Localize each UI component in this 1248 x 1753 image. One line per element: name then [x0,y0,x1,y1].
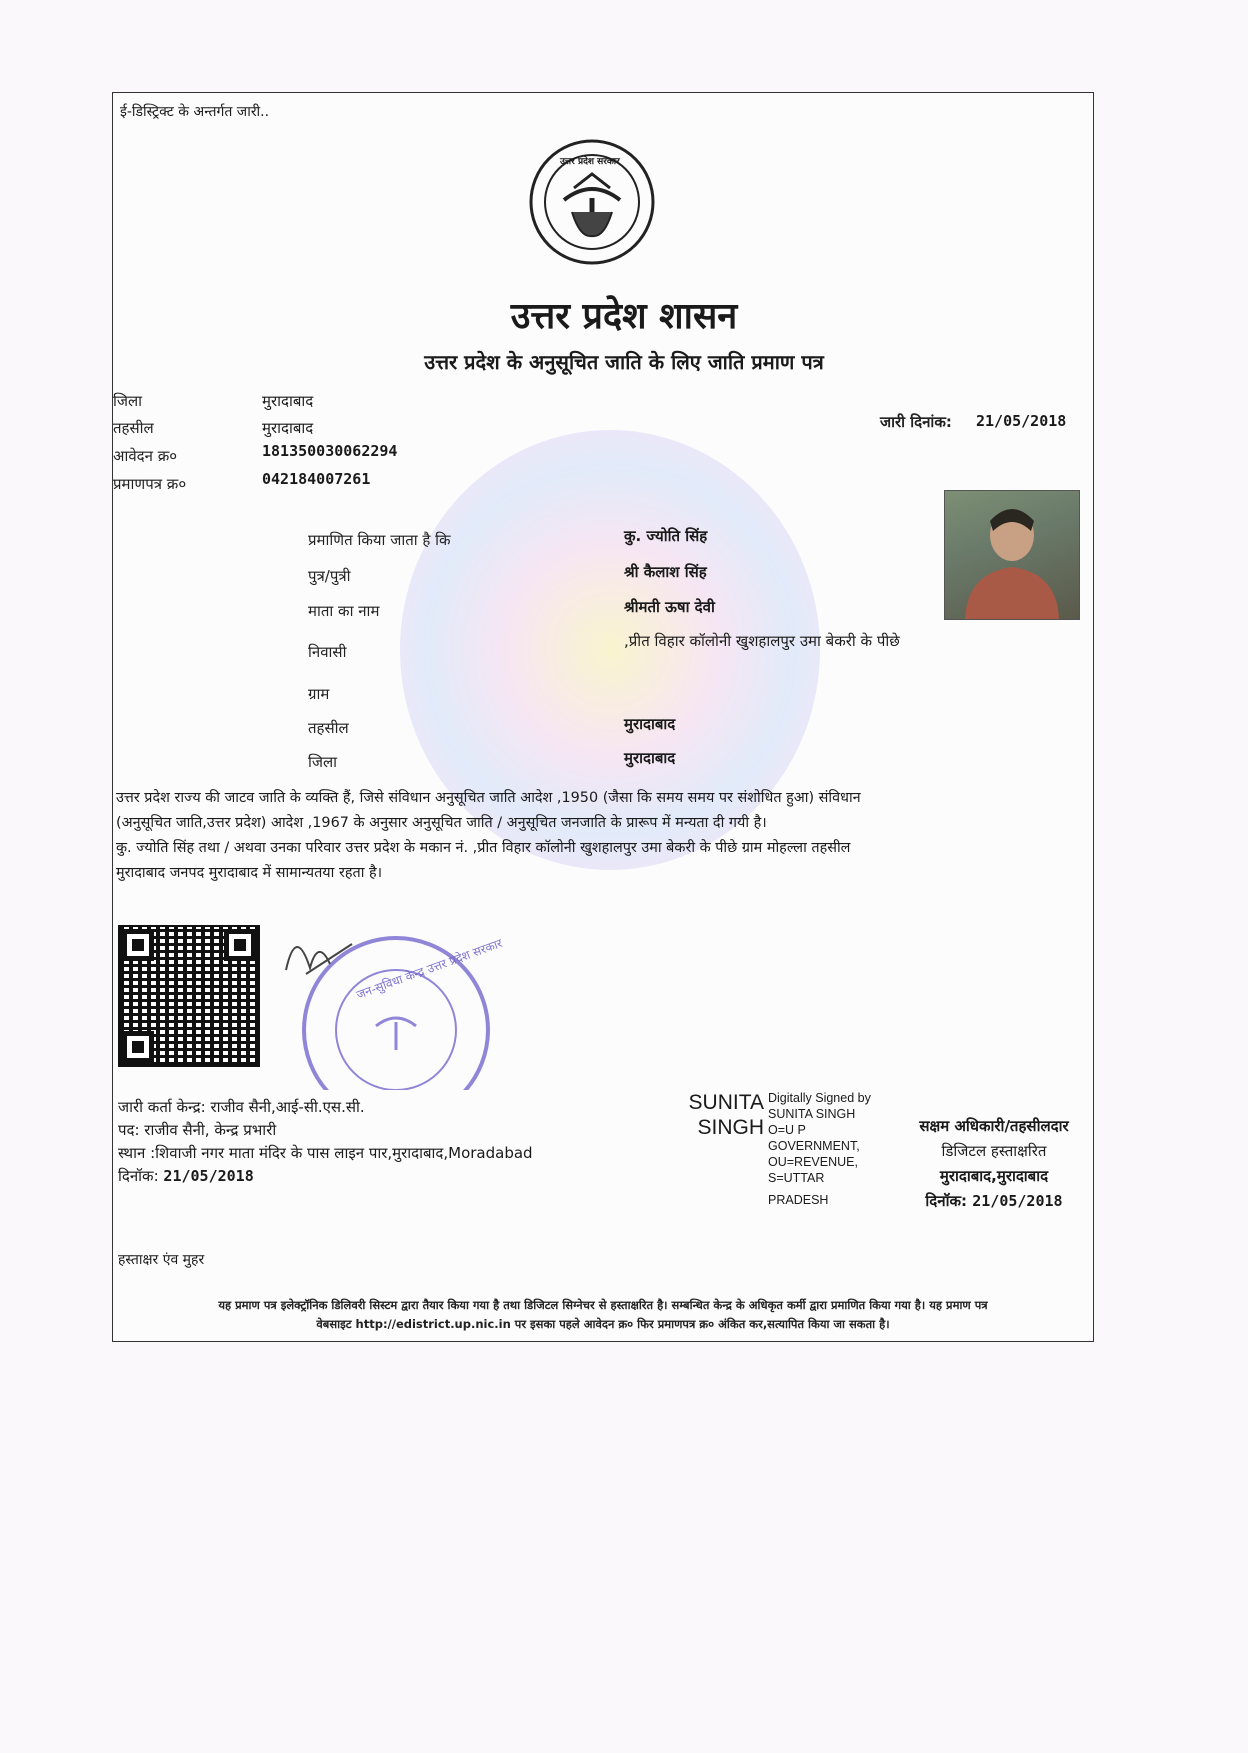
authority-signed: डिजिटल हस्ताक्षरित [941,1142,1047,1160]
authority-place: मुरादाबाद,मुरादाबाद [939,1167,1049,1185]
detail-label-residence: निवासी [308,643,347,661]
digital-signature-details [768,1090,871,1208]
issuer-post: पद: राजीव सैनी, केन्द्र प्रभारी [118,1121,277,1139]
issuer-center: जारी कर्ता केन्द्र: राजीव सैनी,आई-सी.एस.सी. [118,1098,365,1116]
signature-detail: GOVERNMENT, [768,1139,860,1153]
issuer-place: स्थान :शिवाजी नगर माता मंदिर के पास लाइन पार,मुरादाबाद,Moradabad [118,1144,533,1162]
detail-value-mother: श्रीमती ऊषा देवी [624,598,715,616]
qr-code [118,925,260,1067]
footer-line-2: वेबसाइट http://edistrict.up.nic.in पर इसका पहले आवेदन क्र० फिर प्रमाणपत्र क्र० अंकित कर,सत्यापित किया जा सकता है। [316,1317,890,1331]
body-line-2: (अनुसूचित जाति,उत्तर प्रदेश) आदेश ,1967 के अनुसार अनुसूचित जाति / अनुसूचित जनजाति के प्रारूप में मन्यता दी गयी है। [116,815,767,831]
authority-block [896,1114,1092,1214]
certificate-number-label: प्रमाणपत्र क्र० [113,475,187,493]
signature-detail: Digitally Signed by [768,1091,871,1105]
authority-title: सक्षम अधिकारी/तहसीलदार [919,1117,1069,1135]
issuer-date-label: दिनॉक: [118,1167,159,1185]
issuer-date [118,1165,533,1188]
detail-label-parent: पुत्र/पुत्री [308,567,351,585]
application-label: आवेदन क्र० [113,447,178,465]
stamp-text: जन-सुविधा केन्द्र उत्तर प्रदेश सरकार [354,936,505,1002]
certificate-number: 042184007261 [262,470,371,488]
signature-detail: SUNITA SINGH [768,1107,856,1121]
signature-detail: S=UTTAR [768,1171,825,1185]
qr-finder [122,1031,154,1063]
certificate-body [116,786,1090,886]
sign-seal-label: हस्ताक्षर एंव मुहर [118,1252,205,1268]
issue-date: 21/05/2018 [976,412,1067,430]
detail-value-district: मुरादाबाद [624,749,676,767]
footer-line-1: यह प्रमाण पत्र इलेक्ट्रॉनिक डिलिवरी सिस्टम द्वारा तैयार किया गया है तथा डिजिटल सिग्नेचर से हस्ताक्षरित है। सम्बन्धित केन्द्र के अधिकृत कर्मी द्वारा प्रमाणित किया गया है। यह प्रमाण पत्र [218,1298,988,1312]
detail-value-residence: ,प्रीत विहार कॉलोनी खुशहालपुर उमा बेकरी के पीछे [624,632,900,650]
issuer-block [118,1096,533,1188]
detail-label-tehsil: तहसील [308,719,349,737]
tehsil-label: तहसील [113,419,154,437]
person-photo-icon [945,491,1079,619]
authority-date [896,1189,1092,1214]
authority-date-value: 21/05/2018 [972,1192,1063,1210]
detail-value-name: कु. ज्योति सिंह [624,527,708,545]
certificate-subtitle: उत्तर प्रदेश के अनुसूचित जाति के लिए जाति प्रमाण पत्र [424,350,824,374]
header-note: ई-डिस्ट्रिक्ट के अन्तर्गत जारी.. [120,104,270,120]
qr-finder [122,929,154,961]
body-line-3: कु. ज्योति सिंह तथा / अथवा उनका परिवार उत्तर प्रदेश के मकान नं. ,प्रीत विहार कॉलोनी खुशहालपुर उमा बेकरी के पीछे ग्राम मोहल्ला तहसील [116,840,851,856]
digital-signature-name [686,1090,764,1140]
body-line-1: उत्तर प्रदेश राज्य की जाटव जाति के व्यक्ति हैं, जिसे संविधान अनुसूचित जाति आदेश ,1950 (जैसा कि समय समय पर संशोधित हुआ) संविधान [116,790,861,806]
detail-label-mother: माता का नाम [308,602,380,620]
page-title: उत्तर प्रदेश शासन [510,296,738,337]
signature-name-line-1: SUNITA [688,1091,764,1114]
signature-detail: OU=REVENUE, [768,1155,858,1169]
tehsil-value: मुरादाबाद [262,419,314,437]
authority-date-label: दिनॉक: [925,1192,968,1210]
detail-label-certified: प्रमाणित किया जाता है कि [308,531,451,549]
district-value: मुरादाबाद [262,392,314,410]
district-label: जिला [113,392,143,410]
detail-label-village: ग्राम [308,685,330,703]
application-number: 181350030062294 [262,442,398,460]
issue-date-label: जारी दिनांक: [880,413,952,431]
detail-label-district: जिला [308,753,338,771]
emblem-text: उत्तर प्रदेश सरकार [560,157,620,167]
detail-value-parent: श्री कैलाश सिंह [624,563,707,581]
signature-detail: PRADESH [768,1193,829,1207]
issuer-date-value: 21/05/2018 [163,1167,254,1185]
body-line-4: मुरादाबाद जनपद मुरादाबाद में सामान्यतया रहता है। [116,865,383,881]
signature-name-line-2: SINGH [697,1116,764,1139]
footer-note [112,1296,1094,1334]
detail-value-tehsil: मुरादाबाद [624,715,676,733]
signature-detail: O=U P [768,1123,806,1137]
applicant-photo [944,490,1080,620]
qr-finder [224,929,256,961]
